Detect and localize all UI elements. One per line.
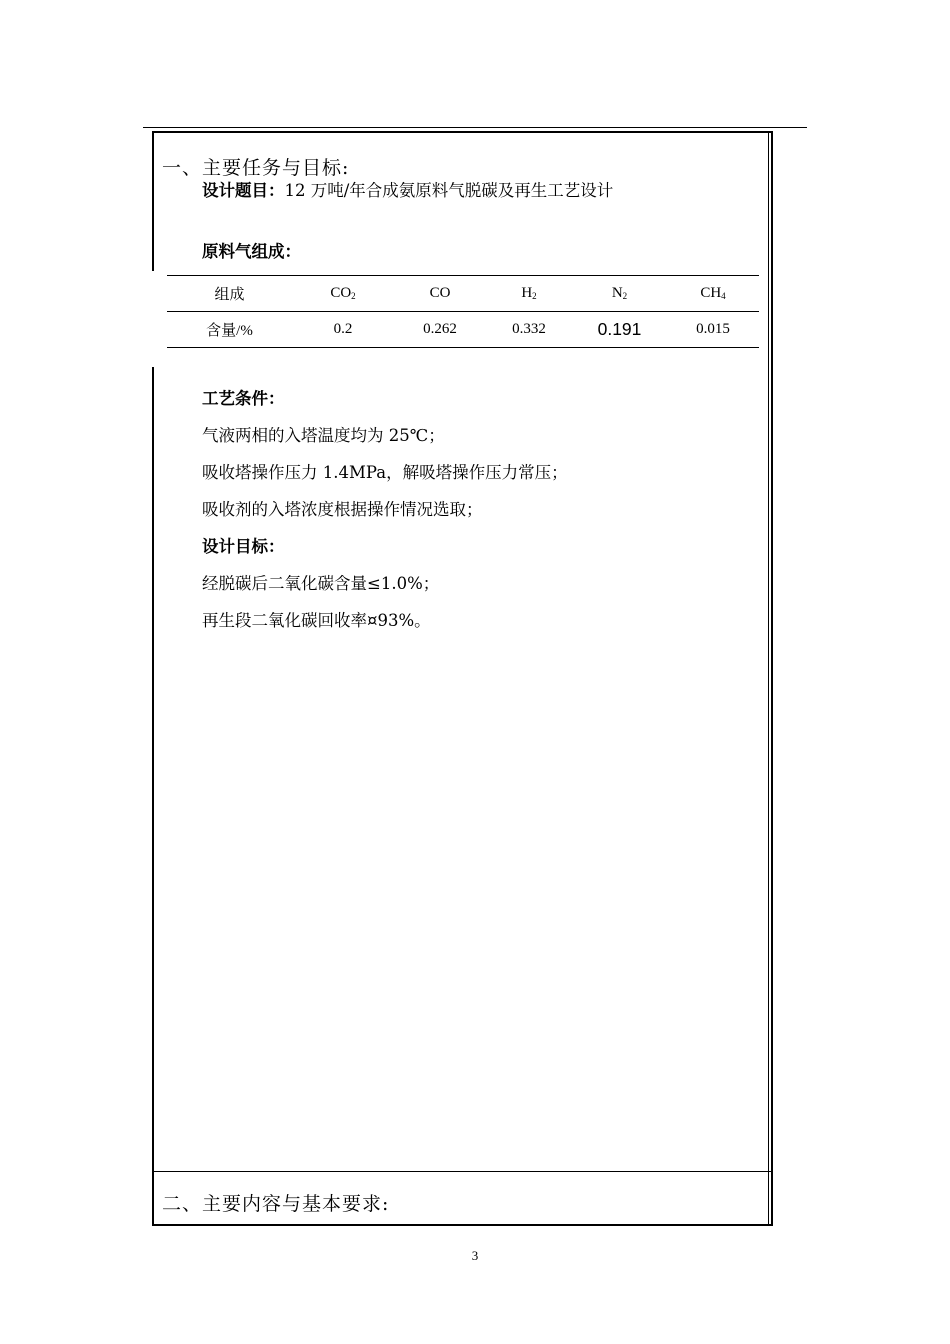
table-header-row bbox=[167, 276, 759, 312]
row-label: 含量/% bbox=[167, 312, 292, 348]
feed-gas-composition-table bbox=[167, 275, 759, 348]
header-h2: $H_2$ bbox=[486, 276, 572, 312]
condition-line: 吸收塔操作压力 1.4MPa，解吸塔操作压力常压； bbox=[202, 463, 568, 482]
value-co: 0.262 bbox=[394, 312, 486, 348]
top-rule bbox=[143, 127, 807, 128]
header-label: 组成 bbox=[167, 276, 292, 312]
section-1-heading: 一、主要任务与目标: bbox=[162, 157, 350, 179]
page-number: 3 bbox=[471, 1248, 479, 1263]
condition-line: 吸收剂的入塔浓度根据操作情况选取； bbox=[202, 500, 483, 519]
value-co2: 0.2 bbox=[292, 312, 394, 348]
header-co2: $CO_2$ bbox=[292, 276, 394, 312]
design-target-label: 设计目标： bbox=[202, 537, 285, 556]
header-ch4: $CH_4$ bbox=[667, 276, 759, 312]
design-title-value: 12 万吨/年合成氨原料气脱碳及再生工艺设计 bbox=[284, 181, 614, 200]
value-ch4: 0.015 bbox=[667, 312, 759, 348]
section-2-heading: 二、主要内容与基本要求: bbox=[162, 1193, 390, 1215]
header-co: CO bbox=[394, 276, 486, 312]
feed-gas-label: 原料气组成： bbox=[202, 242, 301, 261]
value-h2: 0.332 bbox=[486, 312, 572, 348]
border-gap bbox=[151, 271, 157, 367]
value-n2: 0.191 bbox=[572, 312, 667, 348]
section-divider bbox=[154, 1171, 771, 1172]
header-n2: $N_2$ bbox=[572, 276, 667, 312]
design-title-label: 设计题目： bbox=[202, 181, 285, 200]
condition-line: 气液两相的入塔温度均为 25℃； bbox=[202, 426, 445, 445]
table-row bbox=[167, 312, 759, 348]
process-conditions-label: 工艺条件： bbox=[202, 389, 285, 408]
target-line: 再生段二氧化碳回收率¤93%。 bbox=[202, 611, 431, 630]
design-title-line bbox=[202, 177, 613, 201]
frame-inner-line bbox=[768, 133, 769, 1224]
task-form-frame bbox=[152, 131, 773, 1226]
target-line: 经脱碳后二氧化碳含量≤1.0%； bbox=[202, 574, 440, 593]
